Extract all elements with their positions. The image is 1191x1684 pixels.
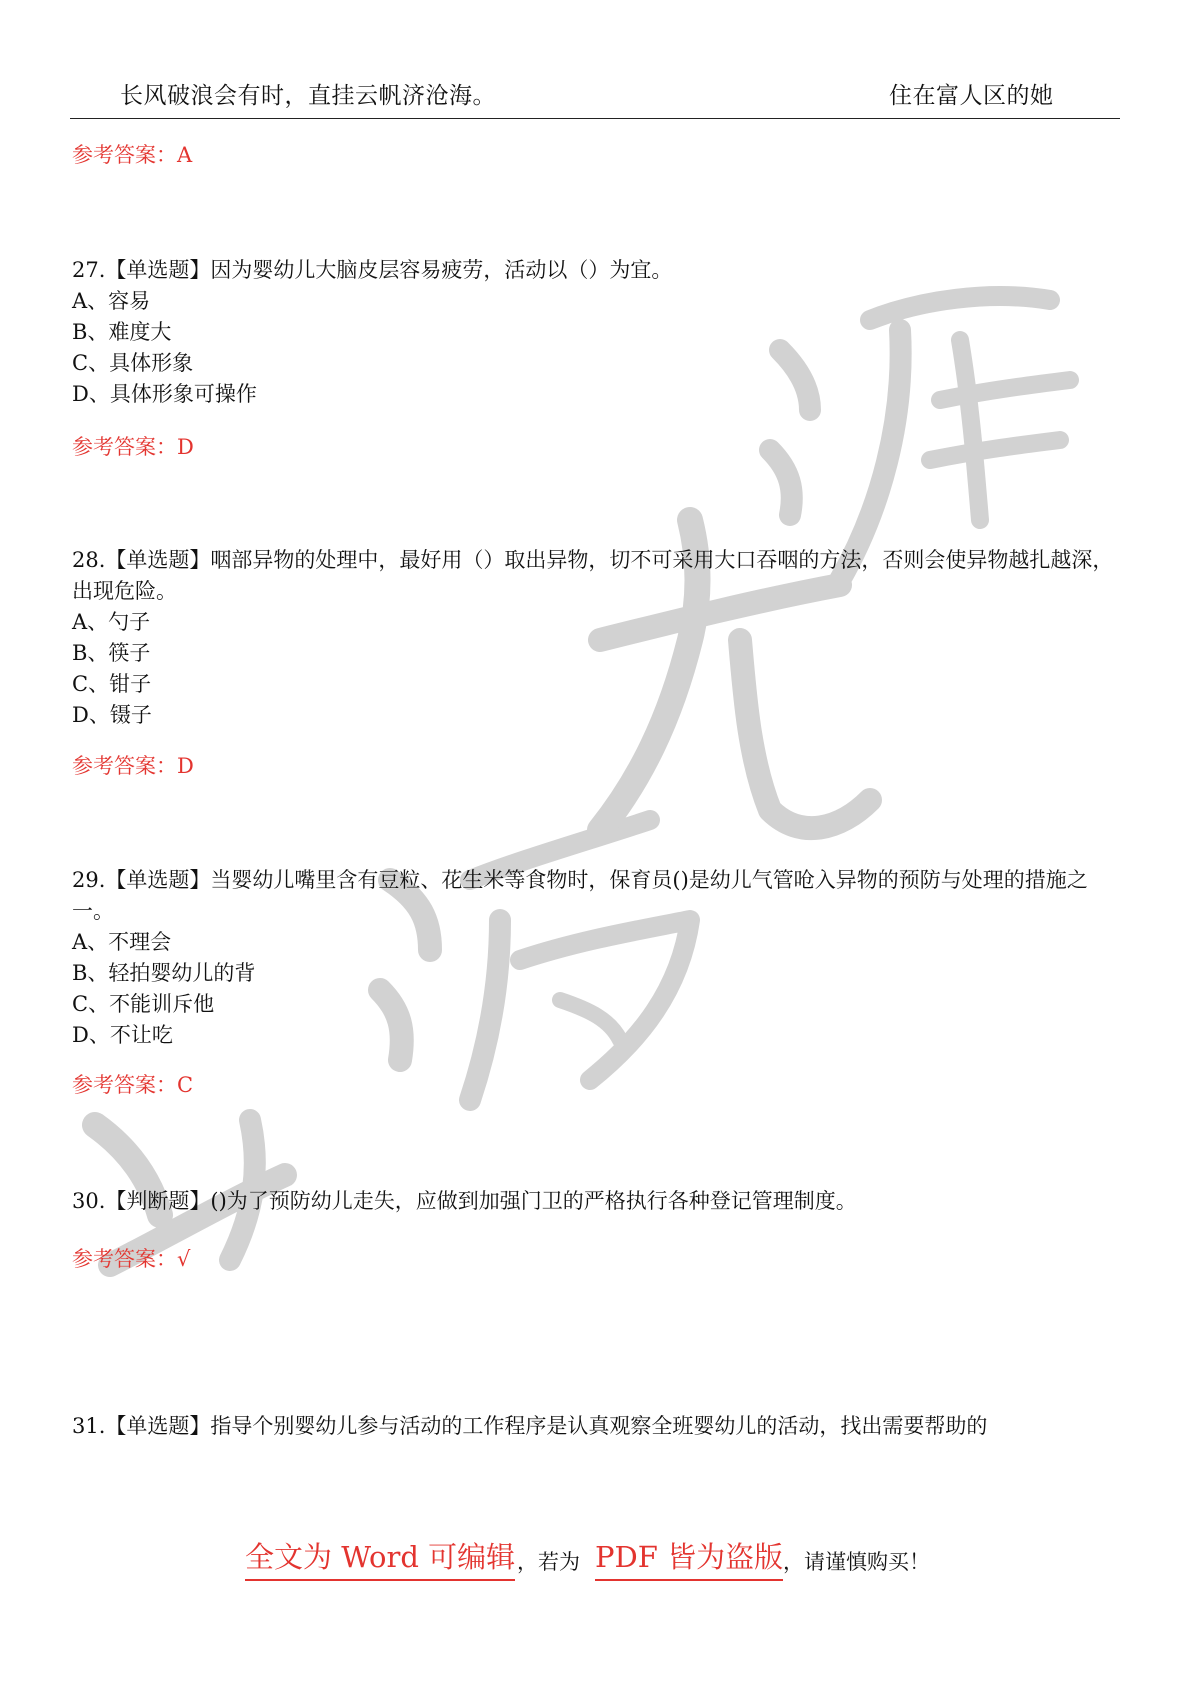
question-28 <box>72 545 1124 731</box>
option-c: C、不能训斥他 <box>72 992 215 1016</box>
question-29 <box>72 865 1124 1051</box>
answer-value: D <box>177 435 194 459</box>
answer-29 <box>72 1070 193 1100</box>
question-stem: 30.【判断题】()为了预防幼儿走失，应做到加强门卫的严格执行各种登记管理制度。 <box>72 1189 857 1213</box>
answer-value: D <box>177 754 194 778</box>
option-a: A、不理会 <box>72 930 172 954</box>
option-a: A、勺子 <box>72 610 151 634</box>
footer-piracy-note: PDF 皆为盗版 <box>595 1535 783 1581</box>
option-c: C、具体形象 <box>72 351 194 375</box>
option-c: C、钳子 <box>72 672 152 696</box>
question-stem: 28.【单选题】咽部异物的处理中，最好用（）取出异物，切不可采用大口吞咽的方法，否则会使异物越扎越深，出现危险。 <box>72 548 1114 603</box>
option-a: A、容易 <box>72 289 151 313</box>
footer-separator-2: ，请谨慎购买！ <box>783 1550 930 1574</box>
answer-27 <box>72 432 194 462</box>
answer-value: √ <box>177 1247 191 1271</box>
answer-26 <box>72 140 192 170</box>
question-30 <box>72 1186 1124 1217</box>
option-d: D、具体形象可操作 <box>72 382 257 406</box>
answer-value: C <box>177 1073 194 1097</box>
answer-label: 参考答案： <box>72 435 177 459</box>
option-d: D、镊子 <box>72 703 152 727</box>
answer-28 <box>72 751 194 781</box>
question-stem: 29.【单选题】当婴幼儿嘴里含有豆粒、花生米等食物时，保育员()是幼儿气管呛入异物的预防与处理的措施之一。 <box>72 868 1088 923</box>
question-stem: 27.【单选题】因为婴幼儿大脑皮层容易疲劳，活动以（）为宜。 <box>72 258 673 282</box>
question-stem: 31.【单选题】指导个别婴幼儿参与活动的工作程序是认真观察全班婴幼儿的活动，找出需要帮助的 <box>72 1414 988 1438</box>
option-b: B、轻拍婴幼儿的背 <box>72 961 256 985</box>
answer-30 <box>72 1244 190 1274</box>
footer-notice <box>0 1535 1191 1585</box>
option-d: D、不让吃 <box>72 1023 173 1047</box>
answer-label: 参考答案： <box>72 1247 177 1271</box>
header-motto: 长风破浪会有时，直挂云帆济沧海。 <box>120 83 496 109</box>
option-b: B、难度大 <box>72 320 172 344</box>
header-author: 住在富人区的她 <box>889 83 1054 109</box>
question-31 <box>72 1411 1124 1442</box>
question-27 <box>72 255 1124 410</box>
option-b: B、筷子 <box>72 641 151 665</box>
answer-label: 参考答案： <box>72 143 177 167</box>
answer-label: 参考答案： <box>72 1073 177 1097</box>
footer-separator-1: ，若为 <box>517 1550 580 1574</box>
answer-label: 参考答案： <box>72 754 177 778</box>
header-divider <box>70 118 1120 119</box>
footer-editable-note: 全文为 Word 可编辑 <box>245 1535 515 1581</box>
answer-value: A <box>177 143 193 167</box>
